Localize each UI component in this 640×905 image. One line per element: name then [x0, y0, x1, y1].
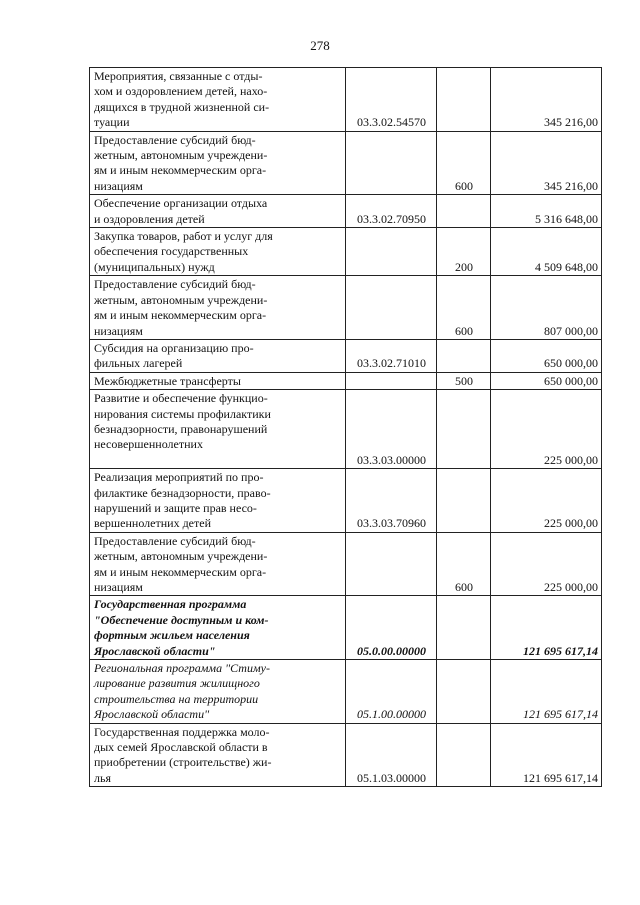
- expense-type-cell: 600: [437, 131, 491, 195]
- amount-cell: 345 216,00: [491, 131, 602, 195]
- target-code-cell: 03.3.02.70950: [346, 195, 437, 228]
- expense-type-cell: [437, 390, 491, 469]
- amount-cell: 807 000,00: [491, 276, 602, 340]
- program-name-cell: Реализация мероприятий по про- филактике безнадзорности, право- нарушений и защите прав несо- вершеннолетних детей: [90, 469, 346, 533]
- page-number: 278: [310, 38, 330, 53]
- table-row: [90, 276, 602, 340]
- program-name-cell: Межбюджетные трансферты: [90, 372, 346, 389]
- target-code-cell: 03.3.02.71010: [346, 339, 437, 372]
- target-code-cell: [346, 276, 437, 340]
- target-code-cell: 05.1.03.00000: [346, 723, 437, 787]
- program-name-cell: Государственная программа "Обеспечение доступным и ком- фортным жильем населения Ярославской области": [90, 596, 346, 660]
- table-row: [90, 660, 602, 724]
- expense-type-cell: [437, 195, 491, 228]
- amount-cell: 650 000,00: [491, 339, 602, 372]
- table-row: [90, 131, 602, 195]
- expense-type-cell: 600: [437, 532, 491, 596]
- program-name-cell: Государственная поддержка моло- дых семей Ярославской области в приобретении (строительстве) жи- лья: [90, 723, 346, 787]
- target-code-cell: [346, 532, 437, 596]
- table-row: [90, 723, 602, 787]
- target-code-cell: [346, 372, 437, 389]
- target-code-cell: 03.3.03.00000: [346, 390, 437, 469]
- table-row: [90, 390, 602, 469]
- expense-type-cell: [437, 723, 491, 787]
- amount-cell: 225 000,00: [491, 390, 602, 469]
- program-name-cell: Предоставление субсидий бюд- жетным, автономным учреждени- ям и иным некоммерческим орга- низациям: [90, 276, 346, 340]
- amount-cell: 121 695 617,14: [491, 660, 602, 724]
- table-row: [90, 532, 602, 596]
- amount-cell: 4 509 648,00: [491, 228, 602, 276]
- program-name-cell: Мероприятия, связанные с отды- хом и оздоровлением детей, нахо- дящихся в трудной жизненной си- туации: [90, 68, 346, 132]
- budget-table: [89, 67, 602, 787]
- expense-type-cell: [437, 596, 491, 660]
- target-code-cell: 03.3.02.54570: [346, 68, 437, 132]
- table-row: [90, 469, 602, 533]
- target-code-cell: [346, 228, 437, 276]
- expense-type-cell: [437, 660, 491, 724]
- amount-cell: 225 000,00: [491, 532, 602, 596]
- table-row: [90, 68, 602, 132]
- expense-type-cell: 200: [437, 228, 491, 276]
- amount-cell: 5 316 648,00: [491, 195, 602, 228]
- program-name-cell: Развитие и обеспечение функцио- нирования системы профилактики безнадзорности, правонарушений несовершеннолетних: [90, 390, 346, 469]
- amount-cell: 345 216,00: [491, 68, 602, 132]
- target-code-cell: 05.0.00.00000: [346, 596, 437, 660]
- expense-type-cell: 600: [437, 276, 491, 340]
- expense-type-cell: 500: [437, 372, 491, 389]
- target-code-cell: 03.3.03.70960: [346, 469, 437, 533]
- program-name-cell: Предоставление субсидий бюд- жетным, автономным учреждени- ям и иным некоммерческим орга- низациям: [90, 131, 346, 195]
- target-code-cell: 05.1.00.00000: [346, 660, 437, 724]
- target-code-cell: [346, 131, 437, 195]
- expense-type-cell: [437, 469, 491, 533]
- table-row: [90, 195, 602, 228]
- amount-cell: 650 000,00: [491, 372, 602, 389]
- program-name-cell: Региональная программа "Стиму- лирование развития жилищного строительства на территории Ярославской области": [90, 660, 346, 724]
- amount-cell: 121 695 617,14: [491, 596, 602, 660]
- table-body: [90, 68, 602, 787]
- expense-type-cell: [437, 68, 491, 132]
- program-name-cell: Субсидия на организацию про- фильных лагерей: [90, 339, 346, 372]
- program-name-cell: Закупка товаров, работ и услуг для обеспечения государственных (муниципальных) нужд: [90, 228, 346, 276]
- amount-cell: 225 000,00: [491, 469, 602, 533]
- expense-type-cell: [437, 339, 491, 372]
- table-row: [90, 596, 602, 660]
- program-name-cell: Предоставление субсидий бюд- жетным, автономным учреждени- ям и иным некоммерческим орга- низациям: [90, 532, 346, 596]
- table-row: [90, 339, 602, 372]
- table-row: [90, 228, 602, 276]
- program-name-cell: Обеспечение организации отдыха и оздоровления детей: [90, 195, 346, 228]
- amount-cell: 121 695 617,14: [491, 723, 602, 787]
- table-row: [90, 372, 602, 389]
